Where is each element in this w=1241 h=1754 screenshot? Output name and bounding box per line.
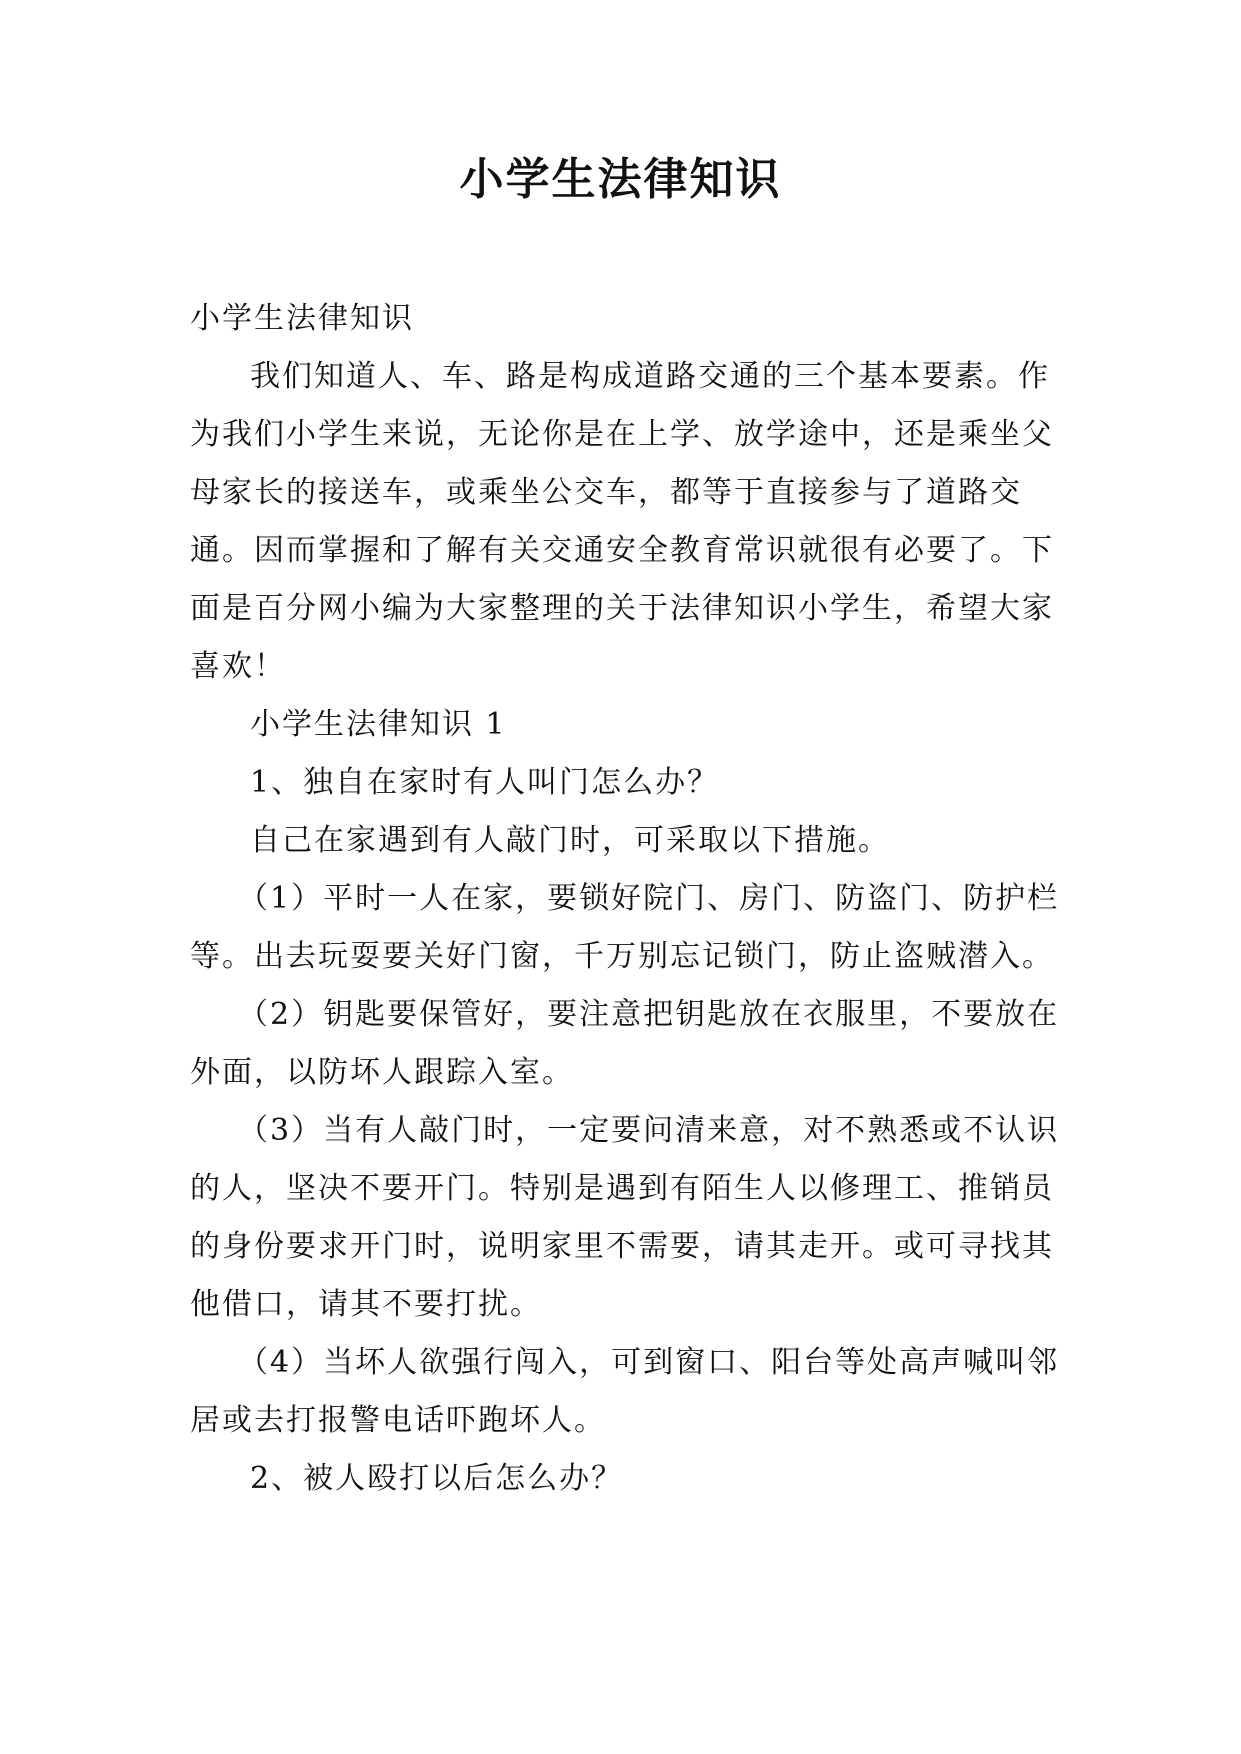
paragraph-heading: 小学生法律知识 <box>190 301 414 336</box>
question-1: 1、独自在家时有人叫门怎么办？ <box>250 765 720 800</box>
document-body <box>190 290 1062 1508</box>
paragraph-intro: 我们知道人、车、路是构成道路交通的三个基本要素。作为我们小学生来说，无论你是在上学、放学途中，还是乘坐父母家长的接送车，或乘坐公交车，都等于直接参与了道路交通。因而掌握和了解有关交通安全教育常识就很有必要了。下面是百分网小编为大家整理的关于法律知识小学生，希望大家喜欢！ <box>190 359 1054 684</box>
measure-3: （3）当有人敲门时，一定要问清来意，对不熟悉或不认识的人，坚决不要开门。特别是遇到有陌生人以修理工、推销员的身份要求开门时，说明家里不需要，请其走开。或可寻找其他借口，请其不要打扰。 <box>190 1113 1060 1322</box>
question-2: 2、被人殴打以后怎么办？ <box>250 1461 624 1496</box>
paragraph-measures: 自己在家遇到有人敲门时，可采取以下措施。 <box>250 823 890 858</box>
measure-1: （1）平时一人在家，要锁好院门、房门、防盗门、防护栏等。出去玩耍要关好门窗，千万别忘记锁门，防止盗贼潜入。 <box>190 881 1060 974</box>
document-title: 小学生法律知识 <box>459 154 782 205</box>
measure-2: （2）钥匙要保管好，要注意把钥匙放在衣服里，不要放在外面，以防坏人跟踪入室。 <box>190 997 1060 1090</box>
measure-4: （4）当坏人欲强行闯入，可到窗口、阳台等处高声喊叫邻居或去打报警电话吓跑坏人。 <box>190 1345 1060 1438</box>
section-heading: 小学生法律知识 1 <box>250 707 507 742</box>
